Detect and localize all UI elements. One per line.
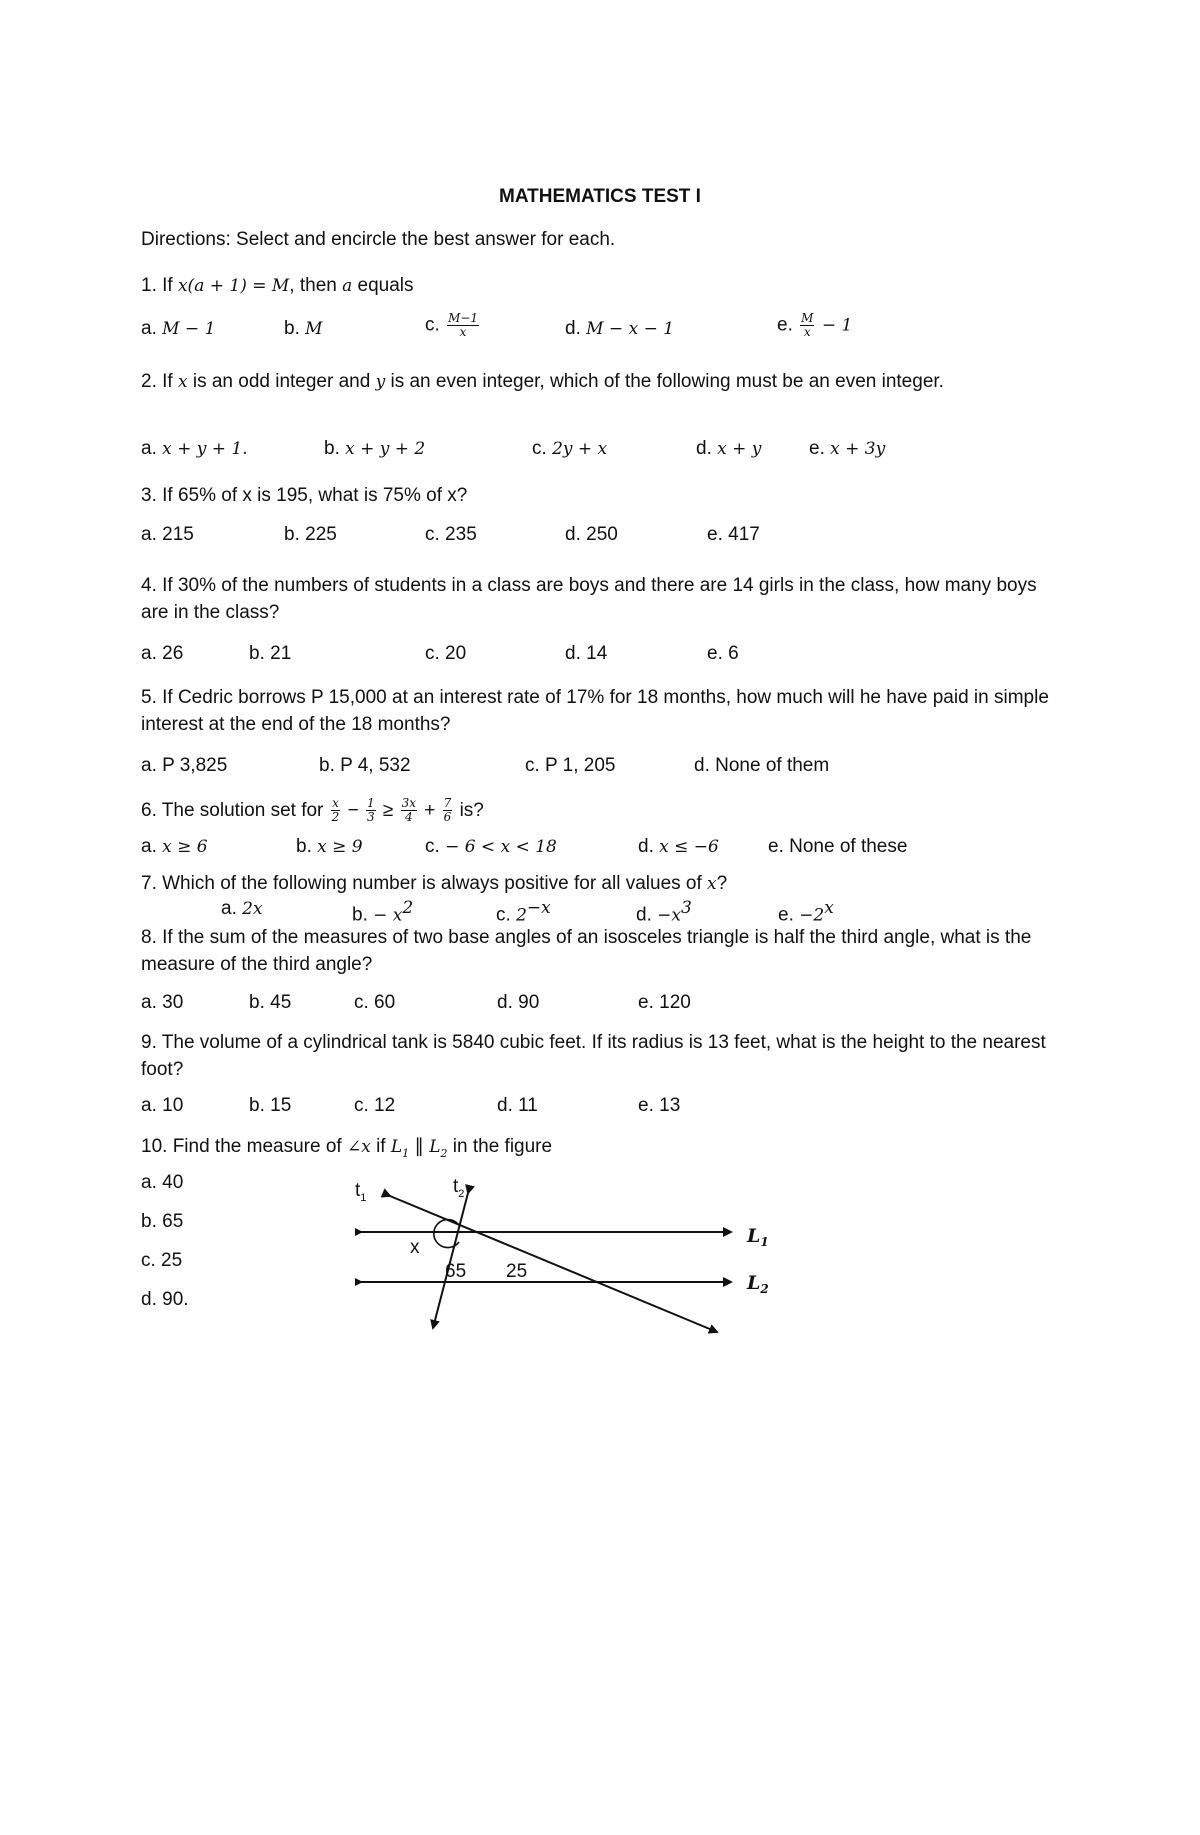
q6-option-c[interactable]: c. − 6 < x < 18: [425, 836, 557, 857]
label-t2: $t_2$: [453, 1176, 465, 1200]
q4-option-b[interactable]: b. 21: [249, 643, 292, 664]
q6-option-d[interactable]: d. x ≤ −6: [638, 836, 719, 857]
q10-option-c[interactable]: c. 25: [141, 1250, 183, 1271]
q8-option-c[interactable]: c. 60: [354, 992, 396, 1013]
q9-option-c[interactable]: c. 12: [354, 1095, 396, 1116]
q1-option-b[interactable]: b. M: [284, 318, 323, 339]
q6-option-e[interactable]: e. None of these: [768, 836, 908, 857]
q7-option-a[interactable]: a. 2x: [221, 898, 263, 919]
q9-option-b[interactable]: b. 15: [249, 1095, 292, 1116]
question-3-options: [141, 524, 1061, 552]
q3-option-a[interactable]: a. 215: [141, 524, 194, 545]
q7-option-c[interactable]: c. $2^{-x}$: [496, 898, 551, 926]
q2-option-a[interactable]: a. x + y + 1.: [141, 438, 248, 459]
question-1: 1. If x(a + 1) = M, then a equals: [141, 275, 414, 296]
question-7: 7. Which of the following number is always positive for all values of x?: [141, 873, 728, 894]
q10-option-b[interactable]: b. 65: [141, 1211, 184, 1232]
q6-option-b[interactable]: b. x ≥ 9: [296, 836, 363, 857]
q8-option-a[interactable]: a. 30: [141, 992, 184, 1013]
question-6: 6. The solution set for $\frac{x}{2}$ − $\frac{1}{3}$ ≥ $\frac{3x}{4}$ + $\frac{7}{6}$ is?: [141, 796, 484, 825]
q1-option-c[interactable]: c. $\frac{M-1}{x}$: [425, 311, 479, 339]
q4-option-c[interactable]: c. 20: [425, 643, 467, 664]
q9-option-a[interactable]: a. 10: [141, 1095, 184, 1116]
q1-option-d[interactable]: d. M − x − 1: [565, 318, 675, 339]
q4-option-a[interactable]: a. 26: [141, 643, 184, 664]
q8-option-d[interactable]: d. 90: [497, 992, 540, 1013]
question-8-options: [141, 992, 1061, 1020]
question-7-options: [141, 898, 1061, 926]
q1-option-e[interactable]: e. $\frac{M}{x}$ − 1: [777, 311, 853, 339]
q9-option-e[interactable]: e. 13: [638, 1095, 681, 1116]
q7-option-e[interactable]: e. $-2^x$: [778, 898, 834, 926]
transversal-t1: [390, 1196, 717, 1332]
question-2-options: [141, 438, 1061, 466]
question-4: 4. If 30% of the numbers of students in a class are boys and there are 14 girls in the class, how many boys are in the class?: [141, 575, 1037, 623]
question-5: 5. If Cedric borrows P 15,000 at an interest rate of 17% for 18 months, how much will he have paid in simple interest at the end of the 18 months?: [141, 687, 1049, 735]
label-angle-x: x: [410, 1237, 420, 1258]
q7-option-b[interactable]: b. − $x^2$: [352, 898, 414, 926]
q3-option-e[interactable]: e. 417: [707, 524, 760, 545]
q8-option-b[interactable]: b. 45: [249, 992, 292, 1013]
question-9: 9. The volume of a cylindrical tank is 5840 cubic feet. If its radius is 13 feet, what is the height to the nearest foot?: [141, 1032, 1046, 1080]
label-angle-65: 65: [445, 1261, 467, 1282]
label-l1: $L_1$: [747, 1225, 769, 1249]
q8-option-e[interactable]: e. 120: [638, 992, 691, 1013]
q2-option-e[interactable]: e. x + 3y: [809, 438, 886, 459]
q10-option-a[interactable]: a. 40: [141, 1172, 184, 1193]
test-title: MATHEMATICS TEST I: [499, 186, 701, 207]
q1-option-a[interactable]: a. M − 1: [141, 318, 216, 339]
question-3: 3. If 65% of x is 195, what is 75% of x?: [141, 485, 468, 506]
question-4-options: [141, 643, 1061, 671]
q3-option-b[interactable]: b. 225: [284, 524, 337, 545]
q5-option-a[interactable]: a. P 3,825: [141, 755, 228, 776]
label-angle-25: 25: [506, 1261, 528, 1282]
question-9-options: [141, 1095, 1061, 1123]
q7-option-d[interactable]: d. $-x^3$: [636, 898, 692, 926]
question-6-options: [141, 836, 1061, 864]
q10-option-d[interactable]: d. 90.: [141, 1289, 189, 1310]
q5-option-c[interactable]: c. P 1, 205: [525, 755, 616, 776]
label-t1: $t_1$: [355, 1180, 367, 1204]
q5-option-b[interactable]: b. P 4, 532: [319, 755, 411, 776]
q2-option-b[interactable]: b. x + y + 2: [324, 438, 426, 459]
question-8: 8. If the sum of the measures of two base angles of an isosceles triangle is half the third angle, what is the measure of the third angle?: [141, 927, 1032, 975]
question-10: 10. Find the measure of ∠x if $L_1$ ∥ $L_2$ in the figure: [141, 1136, 553, 1160]
q3-option-c[interactable]: c. 235: [425, 524, 477, 545]
question-5-options: [141, 755, 1061, 783]
q3-option-d[interactable]: d. 250: [565, 524, 618, 545]
q6-option-a[interactable]: a. x ≥ 6: [141, 836, 208, 857]
directions-text: Directions: Select and encircle the best answer for each.: [141, 229, 616, 250]
q5-option-d[interactable]: d. None of them: [694, 755, 830, 776]
label-l2: $L_2$: [747, 1272, 769, 1296]
q4-option-e[interactable]: e. 6: [707, 643, 739, 664]
q2-option-c[interactable]: c. 2y + x: [532, 438, 608, 459]
q4-option-d[interactable]: d. 14: [565, 643, 608, 664]
q2-option-d[interactable]: d. x + y: [696, 438, 762, 459]
q9-option-d[interactable]: d. 11: [497, 1095, 538, 1116]
parallel-lines-figure: [355, 1168, 785, 1343]
question-1-options: [141, 311, 1061, 346]
question-2: 2. If x is an odd integer and y is an even integer, which of the following must be an even integer.: [141, 371, 944, 392]
